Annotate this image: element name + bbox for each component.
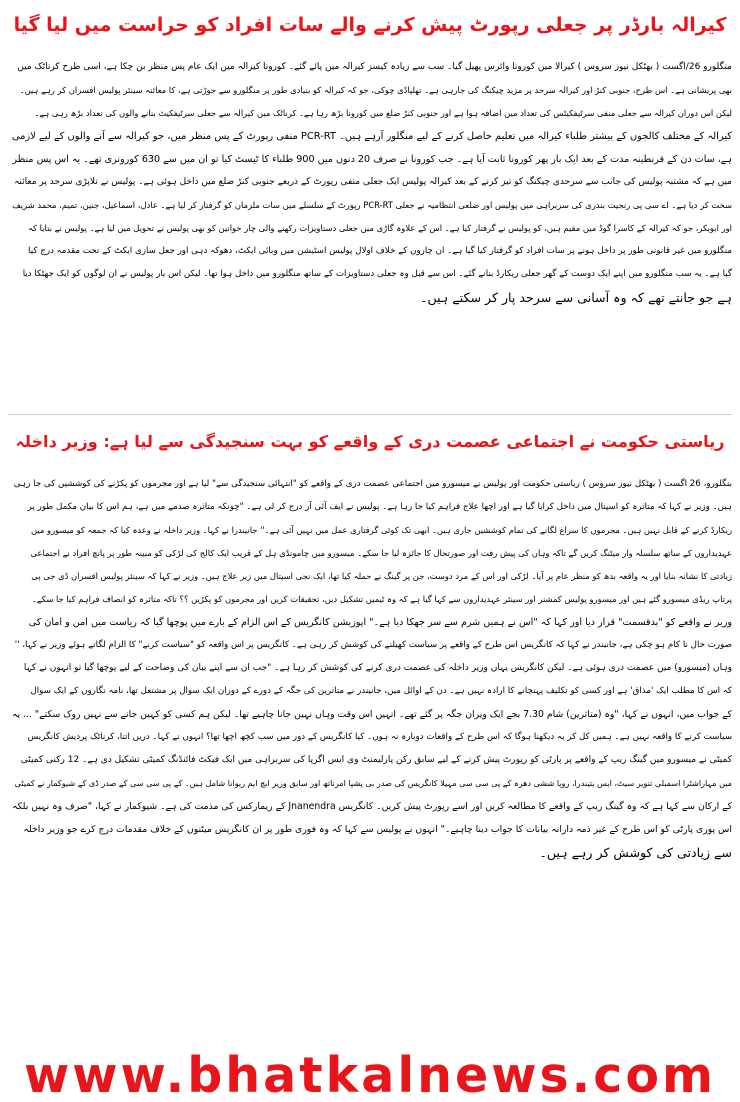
article-text-line: گیا ہے۔ یہ سب منگلورو میں اپنے ایک دوست کے گھر جعلی ریکارڈ بنانے گئے۔ اس سے قبل وہ جعلی دستاویزات کے ساتھ منگلورو میں داخل ہوا تھا۔ لیکن اس بار پولیس نے ان لوگوں کو ایک جھٹکا دیا <box>22 269 732 279</box>
article-text-line: اس پوری پارٹی کو اس طرح کے غیر ذمہ دارانہ بیانات کا جواب دینا چاہیے۔" انہوں نے پولیس سے کہا کہ وہ فوری طور پر ان کانگریس میٹنوں کے خلاف مقدمات درج کرے جو وزیر داخلہ <box>23 824 732 835</box>
article-text-line: ہے، سات دن کے قرنطینہ مدت کے بعد ایک بار پھر کورونا ثابت آیا ہے۔ جب کورونا نے صرف 20 دنوں میں 900 طلباء کا ٹیسٹ کیا تو ان میں سے 630 کورونری تھے۔ یہ اس پس منظر <box>12 154 732 165</box>
article-text-line: بھی پریشانی ہے۔ اس طرح، جنوبی کنڑ اور کیرالہ سرحد پر مزید چیکنگ کی جارہی ہے۔ تھلپاڈی چوکی، جو کہ کیرالہ کو بنیادی طور پر منگلورو سے جوڑتی ہے، کا معائنہ سینئر پولیس افسران کر رہے ہیں۔ <box>19 85 732 95</box>
article-text-line: وزیر نے واقعے کو "بدقسمت" قرار دیا اور کہا کہ "اس نے ہمیں شرم سے سر جھکا دیا ہے۔" اپوزیشن کانگریس کے اس الزام کے بارے میں پوچھا گیا کہ ریاست میں امن و امان کی <box>28 617 732 628</box>
article-text-line: سخت کر دیا ہے۔ اے سی پی رنجیت بندری کی سربراہی میں پولیس اور ضلعی انتظامیہ نے جعلی PCR-RT رپورٹ کے سلسلے میں سات ملزمان کو گرفتار کر لیا ہے۔ عادل، اسماعیل، جنین، تمیم، محمد شریف <box>12 200 732 210</box>
article-text-line: صورت حال نا کام ہو چکی ہے، جانیندر نے کہا کہ کانگریس اس طرح کے واقعے پر سیاست کھیلنے کی کوشش کر رہی ہے۔ کانگریس پر اس واقعہ کو "سیاست کرنے" کا الزام لگاتے ہوئے وزیر نے کہا، '' <box>14 640 732 650</box>
article-text-line: پرتاپ ریڈی میسورو گئے ہیں اور میسورو پولیس کمشنر اور سینئر عہدیداروں سے کہا گیا ہے کہ وہ ٹیمیں تشکیل دیں، تحقیقات کریں اور مجرموں کو پکڑیں ؟؟ تاکہ متاثرہ کو انصاف فراہم کیا جا سکے۔ <box>31 594 732 604</box>
website-footer[interactable]: www.bhatkalnews.com <box>23 1047 717 1102</box>
headline-kerala-border-fake-report: کیرالہ بارڈر پر جعلی رپورٹ پیش کرنے والے سات افراد کو حراست میں لیا گیا <box>13 14 727 36</box>
article-text-line: کمیٹی نے میسورو میں گینگ ریپ کے واقعے پر پارٹی کو رپورٹ پیش کرنے کے لیے سابق رکن پارلیمنٹ وی ایس اگرپا کی سربراہی میں ایک فیکٹ فائنڈنگ کمیٹی تشکیل دی ہے۔ 12 رکنی کمیٹی <box>20 755 732 765</box>
article-text-line: منگلورو 26/اگست ( بھٹکل نیوز سروس ) کیرالا میں کورونا وائرس پھیل گیا۔ سب سے زیادہ کیسز کیرالہ میں پائے گئے۔ کورونا کیرالہ میں ایک عام پس منظر بن چکا ہے، اسی طرح کرناٹک میں <box>17 62 732 72</box>
article-text-line: وہاں (میسورو) میں عصمت دری ہوئی ہے۔ لیکن کانگریس یہاں وزیر داخلہ کی عصمت دری کرنے کی کوشش کر رہا ہے۔ "جب ان سے اپنے بیان کی وضاحت کے لیے پوچھا گیا تو انہوں نے کہا <box>23 663 732 673</box>
divider <box>8 414 732 415</box>
article-text-line: منگلورو میں غیر قانونی طور پر داخل ہونے پر سات افراد کو گرفتار کیا گیا ہے۔ ان چاروں کے خلاف اولال پولیس اسٹیشن میں وبائی ایکٹ، دھوکہ دہی اور جعل سازی ایکٹ کے تحت مقدمہ درج کیا <box>28 246 732 256</box>
article-text-line: کہ اس کا مطلب ایک 'مذاق' ہے اور کسی کو تکلیف پہنچانے کا ارادہ نہیں ہے۔ دن کے اوائل میں، جانیندر نے متاثرین کی جگہ کے دورے کے دوران ایک سوال پر مشتعل تھا، نامہ نگاروں کے ایک سوال <box>30 686 732 696</box>
headline-home-minister-statement: ریاستی حکومت نے اجتماعی عصمت دری کے واقعے کو بہت سنجیدگی سے لیا ہے: وزیر داخلہ <box>15 432 725 451</box>
article-text-line: میں ہے کہ مشتبہ پولیس کی جانب سے سرحدی چیکنگ کو تیز کرنے کے بعد کیرالہ پولیس ایک جعلی منفی رپورٹ کے ذریعے جنوبی کنڑ ضلع میں داخل ہوئی ہے۔ پولیس نے تلاپڑی سرحد پر معائنہ <box>14 177 732 187</box>
article-body-home-minister <box>10 473 732 864</box>
article-text-line: کے جواب میں، انہوں نے کہا، "وہ (متاثرین) شام 7.30 بجے ایک ویران جگہ پر گئے تھے۔ انہیں اس وقت وہاں نہیں جانا چاہیے تھا۔ لیکن ہم کسی کو کہیں جانے سے نہیں روک سکتے" ... یہ <box>12 709 732 720</box>
article-text-line: ہے جو جانتے تھے کہ وہ آسانی سے سرحد پار کر سکتے ہیں۔ <box>420 290 732 305</box>
article-body-kerala-border <box>10 56 732 309</box>
article-text-line: اور ابوبکر، جو کہ کیرالہ کے کاسرا گوڈ میں مقیم ہیں، کو پولیس نے گرفتار کیا ہے۔ اس کے علاوہ گاڑی میں جعلی دستاویزات رکھنے والی چار خواتین کو بھی پولیس نے تحویل میں لیا ہے۔ پولیس نے بتایا کہ <box>28 223 732 233</box>
article-text-line: سے زیادتی کی کوشش کر رہے ہیں۔ <box>539 845 732 860</box>
article-text-line: ریکارڈ کرنے کے قابل نہیں ہیں۔ مجرموں کا سراغ لگانے کی تمام کوششیں جاری ہیں۔ ابھی تک کوئی گرفتاری عمل میں نہیں آئی ہے۔'' جانیندرا نے کہا۔ وزیر داخلہ نے وعدہ کیا کہ جمعہ کو میسورو میں <box>30 525 732 535</box>
article-text-line: ہیں۔ وزیر نے کہا کہ متاثرہ کو اسپتال میں داخل کرایا گیا ہے اور اچھا علاج فراہم کیا جا رہا ہے۔ پولیس نے ایف آئی آر درج کر لی ہے۔ "چونکہ متاثرہ صدمے میں ہے، ہم اس کا بیان مکمل طور پر <box>27 502 732 512</box>
article-text-line: کیرالہ کے مختلف کالجوں کے بیشتر طلباء کیرالہ میں تعلیم حاصل کرنے کے لیے منگلور آرہے ہیں۔ PCR-RT منفی رپورٹ کے پس منظر میں، جو کیرالہ سے آنے والوں کے لیے لازمی <box>11 131 732 142</box>
article-text-line: زیادتی کا نشانہ بنایا اور یہ واقعہ بدھ کو منظر عام پر آیا۔ لڑکی اور اس کے مرد دوست، جن پر گینگ نے حملہ کیا تھا، ایک نجی اسپتال میں زیر علاج ہیں۔ وزیر نے کہا کہ سینئر پولیس افسران ڈی جی پی <box>31 571 732 581</box>
article-text-line: کے ارکان سے کہا ہے کہ وہ گینگ ریپ کے واقعے کا مطالعہ کریں اور اسے رپورٹ پیش کریں۔ کانگریس Jnanendra کے ریمارکس کی مذمت کی ہے۔ شیوکمار نے کہا، "صرف وہ نہیں بلکہ <box>12 801 732 812</box>
article-text-line: عہدیداروں کے ساتھ سلسلہ وار میٹنگ کریں گے تاکہ وہاں کی پیش رفت اور صورتحال کا جائزہ لیا جا سکے۔ میسورو میں چامونڈی ہل کے قریب ایک کالج کی لڑکی کو مبینہ طور پر پانچ افراد نے اجتماعی <box>30 548 732 558</box>
article-text-line: بنگلورو، 26 اگست ( بھٹکل نیوز سروس ) ریاستی حکومت اور پولیس نے میسورو میں اجتماعی عصمت دری کے واقعے کو "انتہائی سنجیدگی سے" لیا ہے اور مجرموں کو پکڑنے کی کوششیں کی جا رہی <box>13 479 732 489</box>
article-text-line: میں مہاراشٹرا اسمبلی تنویر سیٹ، ایس یتیندرا، روپا ششی دھرہ کے پی سی سی مہیلا کانگریس کی صدر بی پشپا امرناتھ اور سابق وزیر ایچ ایم ریوانا شامل ہیں۔ کے پی سی سی کے صدر ڈی کے شیوکمار نے کمیٹی <box>14 778 732 788</box>
article-text-line: لیکن اس دوران کیرالہ سے جعلی منفی سرٹیفکیٹس کی تعداد میں اضافہ ہوا ہے اور جنوبی کنڑ ضلع میں کورونا بڑھ رہا ہے۔ کرناٹک میں کیرالہ سے جعلی سرٹیفکیٹ بنانے والوں کی تعداد بڑھ رہی ہے۔ <box>34 108 732 118</box>
article-text-line: سیاست کرنے کا واقعہ نہیں ہے۔ ہمیں کل کر یہ دیکھنا ہوگا کہ اس طرح کے واقعات دوبارہ نہ ہوں۔ کیا کانگریس کے دور میں سب کچھ اچھا تھا؟ انہوں نے کہا۔ دریں اثنا، کرناٹک پردیش کانگریس <box>27 732 732 742</box>
